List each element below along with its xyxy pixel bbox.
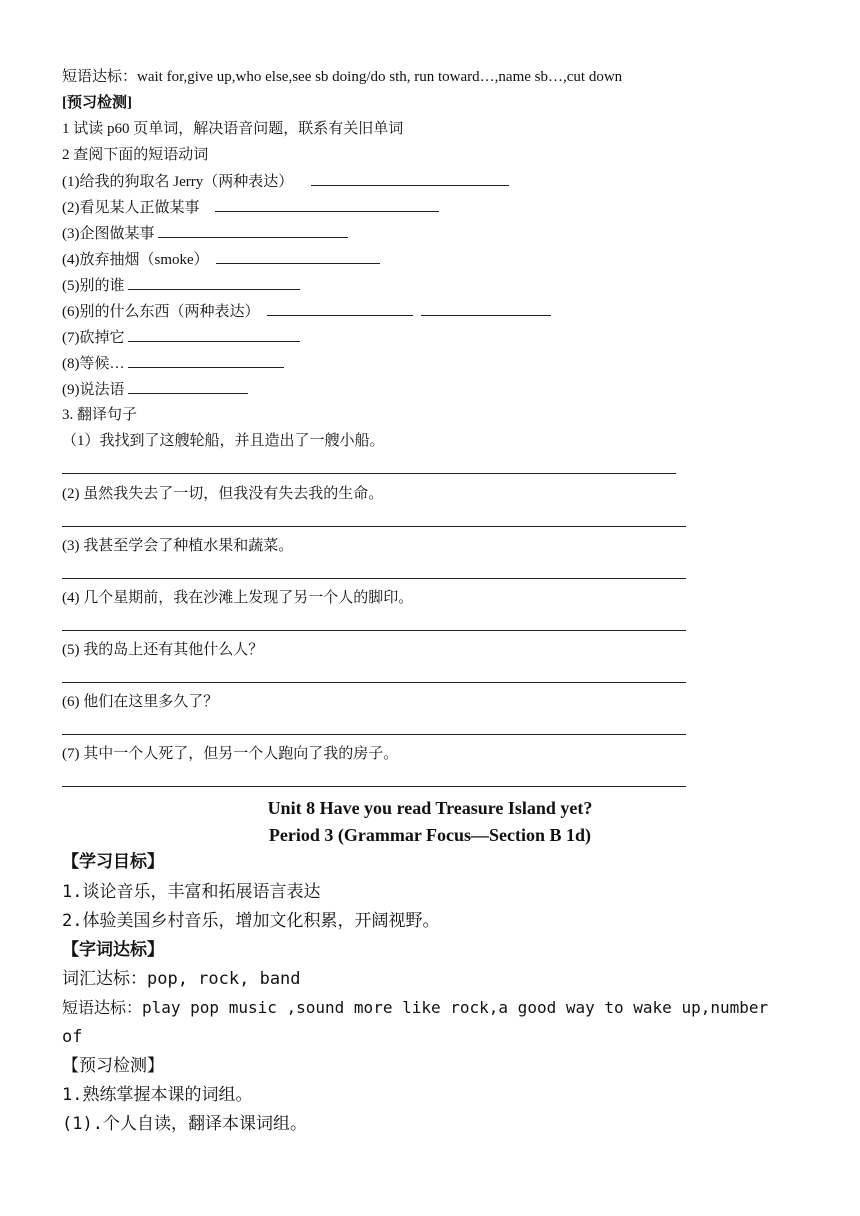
phrase-label: (2)看见某人正做某事: [62, 200, 200, 216]
answer-blank[interactable]: [216, 249, 380, 264]
learning-goals-heading: 【学习目标】: [62, 852, 164, 872]
preview-item-2: (1).个人自读，翻译本课词组。: [62, 1114, 307, 1134]
phrase-item-7: [62, 327, 300, 348]
answer-line[interactable]: [62, 578, 686, 579]
answer-blank[interactable]: [128, 327, 300, 342]
answer-blank[interactable]: [128, 379, 248, 394]
phrase-item-3: [62, 223, 348, 244]
unit-title: Unit 8 Have you read Treasure Island yet?: [267, 798, 593, 818]
goal-1: 1.谈论音乐，丰富和拓展语言表达: [62, 882, 321, 902]
answer-line[interactable]: [62, 630, 686, 631]
phrase-item-8: [62, 353, 284, 374]
goal-2: 2.体验美国乡村音乐，增加文化积累，开阔视野。: [62, 911, 440, 931]
phrase-item-5: [62, 275, 300, 296]
phrase-label: (7)砍掉它: [62, 330, 125, 346]
phrase-item-6: [62, 301, 551, 322]
phrase-line-continued: of: [62, 1027, 83, 1047]
phrase-label: (8)等候…: [62, 356, 125, 372]
answer-blank[interactable]: [215, 197, 439, 212]
answer-line[interactable]: [62, 682, 686, 683]
sentence-1: （1）我找到了这艘轮船，并且造出了一艘小船。: [62, 433, 385, 449]
sentence-4: (4) 几个星期前，我在沙滩上发现了另一个人的脚印。: [62, 590, 414, 606]
phrase-label: (3)企图做某事: [62, 226, 155, 242]
sentence-3: (3) 我甚至学会了种植水果和蔬菜。: [62, 538, 294, 554]
phrase-label: (9)说法语: [62, 382, 125, 398]
answer-blank[interactable]: [128, 353, 284, 368]
preview-heading-2: 【预习检测】: [62, 1056, 164, 1076]
period-title: Period 3 (Grammar Focus—Section B 1d): [268, 825, 592, 845]
task-3: 3. 翻译句子: [62, 407, 138, 423]
phrase-item-9: [62, 379, 248, 400]
answer-blank[interactable]: [128, 275, 300, 290]
phrase-label: (1)给我的狗取名 Jerry（两种表达）: [62, 174, 294, 190]
answer-blank[interactable]: [311, 171, 509, 186]
vocab-line: 词汇达标：pop, rock, band: [62, 969, 301, 989]
vocab-heading: 【字词达标】: [62, 940, 164, 960]
phrase-target-line: 短语达标：wait for,give up,who else,see sb doing/do sth, run toward…,name sb…,cut down: [62, 69, 623, 85]
answer-line[interactable]: [62, 473, 676, 474]
answer-blank[interactable]: [158, 223, 348, 238]
phrase-line: 短语达标：play pop music ,sound more like rock,a good way to wake up,number: [62, 998, 769, 1017]
task-2: 2 查阅下面的短语动词: [62, 147, 209, 163]
answer-blank[interactable]: [421, 301, 551, 316]
preview-item-1: 1.熟练掌握本课的词组。: [62, 1085, 253, 1105]
phrase-label: (6)别的什么东西（两种表达）: [62, 304, 260, 320]
answer-line[interactable]: [62, 734, 686, 735]
sentence-2: (2) 虽然我失去了一切，但我没有失去我的生命。: [62, 486, 384, 502]
answer-line[interactable]: [62, 526, 686, 527]
answer-line[interactable]: [62, 786, 686, 787]
task-1: 1 试读 p60 页单词，解决语音问题，联系有关旧单词: [62, 121, 404, 137]
phrase-item-4: [62, 249, 380, 270]
sentence-6: (6) 他们在这里多久了？: [62, 694, 219, 710]
sentence-5: (5) 我的岛上还有其他什么人？: [62, 642, 264, 658]
phrase-item-2: [62, 197, 439, 218]
phrase-label: (4)放弃抽烟（smoke）: [62, 252, 209, 268]
phrase-label: (5)别的谁: [62, 278, 125, 294]
phrase-item-1: [62, 171, 509, 192]
answer-blank[interactable]: [267, 301, 413, 316]
sentence-7: (7) 其中一个人死了，但另一个人跑向了我的房子。: [62, 746, 399, 762]
preview-heading: [预习检测]: [62, 95, 132, 111]
